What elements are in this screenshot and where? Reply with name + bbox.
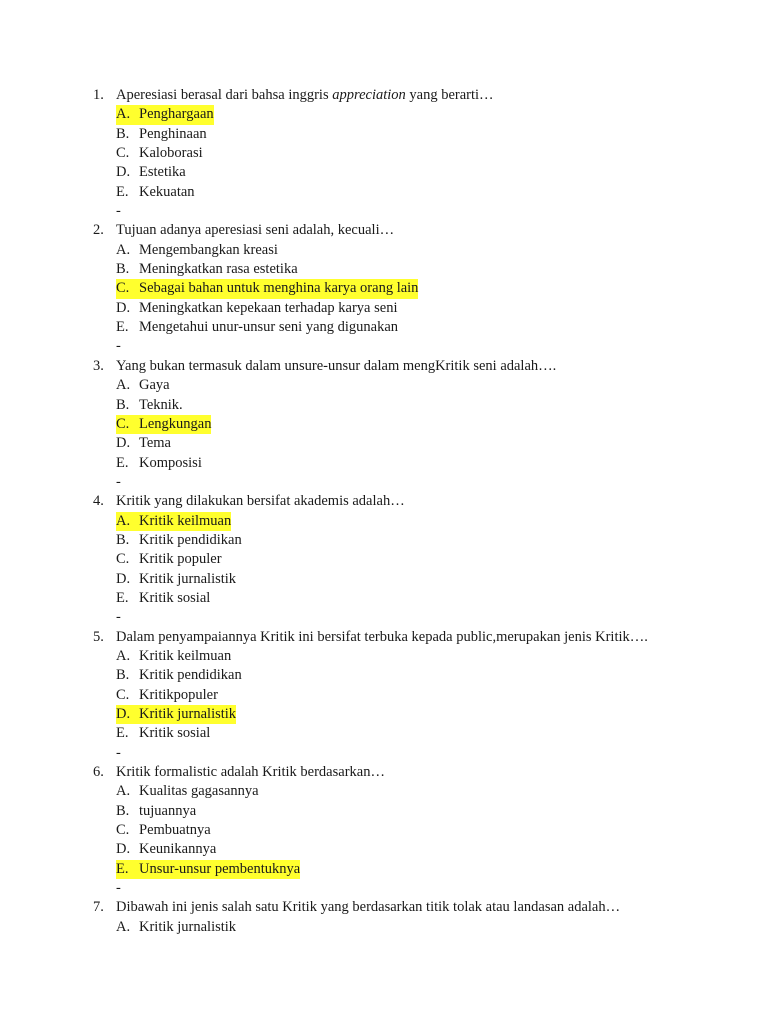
separator-line <box>0 744 768 763</box>
answer-option <box>0 241 768 260</box>
answer-option <box>0 647 768 666</box>
answer-option <box>0 279 768 298</box>
question-text-part: Aperesiasi berasal dari bahsa inggris <box>116 87 333 103</box>
question-number: 3. <box>93 357 104 374</box>
answer-option <box>0 531 768 550</box>
question-line <box>0 898 768 917</box>
option-letter: C. <box>116 415 130 432</box>
question-text <box>116 898 620 917</box>
option-letter: E. <box>116 725 129 742</box>
answer-option <box>0 860 768 879</box>
separator-dash: - <box>116 880 121 897</box>
question-italic-term: appreciation <box>332 87 406 103</box>
answer-option <box>0 782 768 801</box>
option-letter: C. <box>116 822 130 839</box>
option-text: Teknik. <box>139 396 183 413</box>
option-text: Kritik pendidikan <box>139 531 242 548</box>
question-text <box>116 763 385 782</box>
option-text: Meningkatkan rasa estetika <box>139 261 298 278</box>
answer-option <box>0 821 768 840</box>
option-letter: E. <box>116 589 129 606</box>
answer-option <box>0 183 768 202</box>
option-text: tujuannya <box>139 802 197 819</box>
answer-option <box>0 396 768 415</box>
separator-dash: - <box>116 203 121 220</box>
option-letter: A. <box>116 783 131 800</box>
option-text: Meningkatkan kepekaan terhadap karya seni <box>139 299 398 316</box>
option-text: Kualitas gagasannya <box>139 783 259 800</box>
option-letter: D. <box>116 841 131 858</box>
option-letter: E. <box>116 319 129 336</box>
highlighted-answer <box>116 279 418 298</box>
option-letter: D. <box>116 435 131 452</box>
answer-option <box>0 570 768 589</box>
question-line <box>0 86 768 105</box>
option-letter: D. <box>116 299 131 316</box>
option-text: Kekuatan <box>139 183 195 200</box>
question-text <box>116 492 405 511</box>
question-text <box>116 628 648 647</box>
option-letter: C. <box>116 551 130 568</box>
answer-option <box>0 260 768 279</box>
option-text: Kritik jurnalistik <box>139 570 237 587</box>
question-text-part: Tujuan adanya aperesiasi seni adalah, kecuali… <box>116 222 395 239</box>
question-line <box>0 628 768 647</box>
answer-option <box>0 686 768 705</box>
option-text: Keunikannya <box>139 841 217 858</box>
option-letter: D. <box>116 706 131 722</box>
option-text: Kritik populer <box>139 551 222 568</box>
option-letter: B. <box>116 261 130 278</box>
question-line <box>0 357 768 376</box>
option-letter: E. <box>116 860 129 877</box>
option-letter: C. <box>116 686 130 703</box>
separator-dash: - <box>116 609 121 626</box>
option-letter: B. <box>116 667 130 684</box>
answer-option <box>0 125 768 144</box>
answer-option <box>0 415 768 434</box>
option-letter: A. <box>116 241 131 258</box>
option-letter: B. <box>116 396 130 413</box>
highlighted-answer <box>116 415 211 434</box>
option-text: Komposisi <box>139 454 202 471</box>
answer-option <box>0 376 768 395</box>
separator-line <box>0 337 768 356</box>
option-text: Kritik keilmuan <box>139 647 232 664</box>
answer-option <box>0 512 768 531</box>
question-number: 1. <box>93 87 104 103</box>
highlighted-answer <box>116 105 214 124</box>
question-text-part: Kritik yang dilakukan bersifat akademis adalah… <box>116 493 405 510</box>
question-number: 2. <box>93 222 104 239</box>
option-letter: E. <box>116 454 129 471</box>
separator-line <box>0 879 768 898</box>
option-text: Penghinaan <box>139 125 207 142</box>
option-letter: A. <box>116 377 131 394</box>
option-letter: B. <box>116 531 130 548</box>
answer-option <box>0 918 768 937</box>
option-text: Kritik jurnalistik <box>139 918 237 935</box>
question-text-part: Yang bukan termasuk dalam unsure-unsur dalam mengKritik seni adalah…. <box>116 357 557 374</box>
answer-option <box>0 840 768 859</box>
option-text: Kritik jurnalistik <box>139 706 237 722</box>
question-line <box>0 763 768 782</box>
question-text-part: yang berarti… <box>405 87 494 103</box>
answer-option <box>0 705 768 724</box>
option-letter: A. <box>116 106 131 123</box>
option-text: Pembuatnya <box>139 822 211 839</box>
option-text: Kritikpopuler <box>139 686 218 703</box>
answer-option <box>0 105 768 124</box>
question-text <box>116 221 394 240</box>
highlighted-answer <box>116 860 300 879</box>
question-text <box>116 86 494 105</box>
option-text: Unsur-unsur pembentuknya <box>139 860 301 877</box>
question-text-part: Dibawah ini jenis salah satu Kritik yang berdasarkan titik tolak atau landasan adalah… <box>116 899 621 916</box>
answer-option <box>0 454 768 473</box>
answer-option <box>0 299 768 318</box>
answer-option <box>0 802 768 821</box>
separator-dash: - <box>116 338 121 355</box>
option-text: Mengetahui unur-unsur seni yang digunakan <box>139 319 399 336</box>
option-text: Tema <box>139 435 171 452</box>
option-letter: A. <box>116 512 131 529</box>
separator-dash: - <box>116 473 121 490</box>
highlighted-answer <box>116 512 231 531</box>
option-text: Sebagai bahan untuk menghina karya orang lain <box>139 280 419 297</box>
question-text-part: Kritik formalistic adalah Kritik berdasarkan… <box>116 764 385 781</box>
question-number: 5. <box>93 628 104 645</box>
question-list <box>0 86 768 937</box>
option-text: Penghargaan <box>139 106 214 123</box>
answer-option <box>0 144 768 163</box>
option-letter: D. <box>116 164 131 181</box>
option-letter: B. <box>116 802 130 819</box>
answer-option <box>0 666 768 685</box>
option-text: Lengkungan <box>139 415 212 432</box>
answer-option <box>0 589 768 608</box>
question-text-part: Dalam penyampaiannya Kritik ini bersifat terbuka kepada public,merupakan jenis Kritik…. <box>116 628 648 645</box>
answer-option <box>0 434 768 453</box>
question-text <box>116 357 556 376</box>
option-letter: A. <box>116 918 131 935</box>
question-line <box>0 221 768 240</box>
answer-option <box>0 318 768 337</box>
option-letter: E. <box>116 183 129 200</box>
option-letter: C. <box>116 145 130 162</box>
question-number: 6. <box>93 764 104 781</box>
separator-line <box>0 473 768 492</box>
separator-dash: - <box>116 744 121 761</box>
option-letter: B. <box>116 125 130 142</box>
answer-option <box>0 550 768 569</box>
option-text: Mengembangkan kreasi <box>139 241 278 258</box>
option-text: Kritik sosial <box>139 589 211 606</box>
answer-option <box>0 163 768 182</box>
option-text: Kritik sosial <box>139 725 211 742</box>
question-line <box>0 492 768 511</box>
option-text: Kritik pendidikan <box>139 667 242 684</box>
separator-line <box>0 202 768 221</box>
option-letter: A. <box>116 647 131 664</box>
question-number: 4. <box>93 493 104 510</box>
highlighted-answer <box>116 705 236 724</box>
option-text: Gaya <box>139 377 170 394</box>
option-text: Estetika <box>139 164 186 181</box>
option-letter: C. <box>116 280 130 297</box>
option-text: Kritik keilmuan <box>139 512 232 529</box>
question-number: 7. <box>93 899 104 916</box>
answer-option <box>0 724 768 743</box>
option-text: Kaloborasi <box>139 145 203 162</box>
option-letter: D. <box>116 570 131 587</box>
separator-line <box>0 608 768 627</box>
